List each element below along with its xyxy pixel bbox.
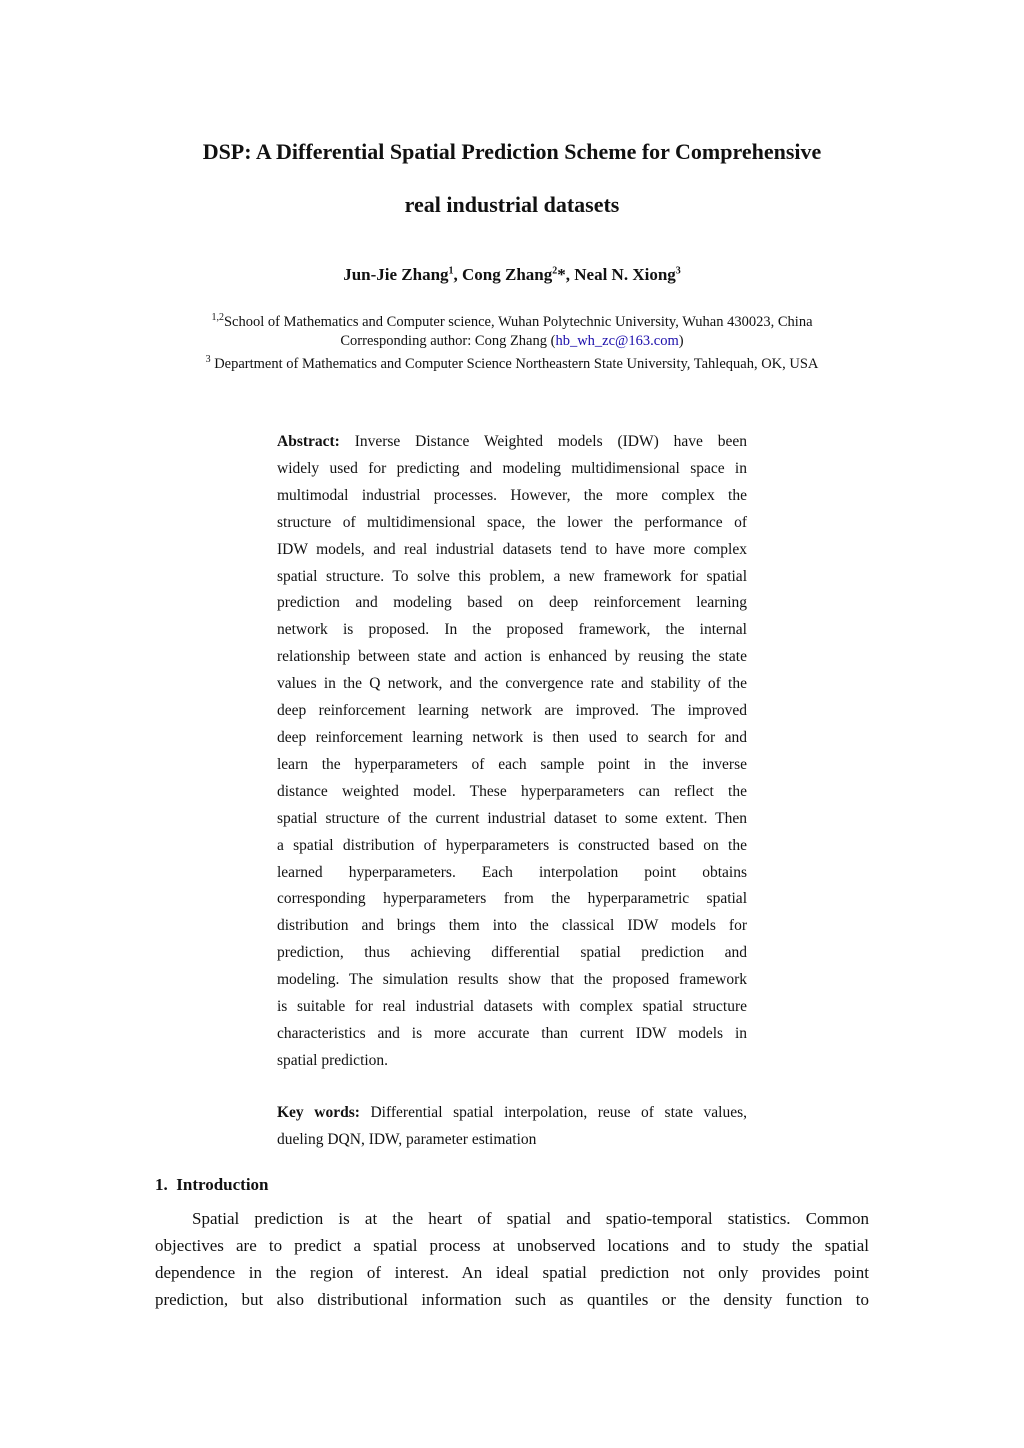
paper-title-line-1: DSP: A Differential Spatial Prediction Scheme for Comprehensive: [202, 139, 822, 164]
author-name: Cong Zhang: [462, 265, 553, 284]
abstract-line: prediction, thus achieving differential spatial prediction and: [277, 944, 747, 962]
introduction-text: [155, 1205, 869, 1313]
author-sup: 2: [552, 265, 558, 277]
corresponding-mark: *: [557, 265, 566, 284]
abstract-line: widely used for predicting and modeling multidimensional space in: [277, 459, 747, 477]
affiliation-1: [0, 312, 1024, 331]
abstract-line: is suitable for real industrial datasets with complex spatial structure: [277, 998, 747, 1016]
aff-text: Department of Mathematics and Computer Science Northeastern State University, Tahlequah, OK, USA: [210, 355, 819, 372]
abstract-line: corresponding hyperparameters from the hyperparametric spatial: [277, 890, 747, 908]
corresponding-author: [0, 333, 1024, 350]
author-sup: 3: [675, 265, 681, 277]
abstract-line: learned hyperparameters. Each interpolation point obtains: [277, 863, 747, 881]
author-name: Neal N. Xiong: [574, 265, 676, 284]
author-list: [0, 265, 1024, 285]
abstract-line: learn the hyperparameters of each sample point in the inverse: [277, 755, 747, 773]
paper-title-line-2: real industrial datasets: [404, 192, 620, 217]
abstract-line: distribution and brings them into the classical IDW models for: [277, 917, 747, 935]
abstract-line: relationship between state and action is enhanced by reusing the state: [277, 648, 747, 666]
aff-text: School of Mathematics and Computer science, Wuhan Polytechnic University, Wuhan 430023, China: [223, 313, 813, 330]
abstract-line: distance weighted model. These hyperparameters can reflect the: [277, 782, 747, 800]
abstract-line: structure of multidimensional space, the lower the performance of: [277, 513, 747, 531]
abstract-line: IDW models, and real industrial datasets tend to have more complex: [277, 540, 747, 558]
abstract-line: modeling. The simulation results show that the proposed framework: [277, 971, 747, 989]
section-title: Introduction: [176, 1175, 269, 1194]
separator: ,: [565, 265, 575, 284]
affiliation-3: [0, 354, 1024, 373]
keywords-line: dueling DQN, IDW, parameter estimation: [277, 1130, 537, 1148]
author-name: Jun-Jie Zhang: [343, 265, 449, 284]
body-line: objectives are to predict a spatial process at unobserved locations and to study the spatial: [155, 1236, 869, 1255]
abstract-line: multimodal industrial processes. However, the more complex the: [277, 486, 747, 504]
section-heading: [155, 1175, 269, 1195]
abstract-line: spatial structure of the current industrial dataset to some extent. Then: [277, 809, 747, 827]
separator: ,: [453, 265, 463, 284]
abstract-line: a spatial distribution of hyperparameters is constructed based on the: [277, 836, 747, 854]
abstract-label: Abstract:: [277, 433, 340, 450]
aff-sup: 1,2: [211, 312, 224, 323]
abstract-line: deep reinforcement learning network are improved. The improved: [277, 702, 747, 720]
keywords-text: Differential spatial interpolation, reuse of state values,: [359, 1104, 747, 1121]
corr-prefix: Corresponding author: Cong Zhang (: [340, 333, 556, 349]
email-link[interactable]: hb_wh_zc@163.com: [555, 333, 679, 349]
abstract-line: [277, 429, 747, 456]
abstract: [277, 429, 747, 1075]
abstract-line: prediction and modeling based on deep reinforcement learning: [277, 594, 747, 612]
keywords-label: Key words:: [277, 1104, 360, 1121]
aff-sup: 3: [205, 354, 211, 365]
section-number: 1.: [155, 1175, 168, 1194]
abstract-line: deep reinforcement learning network is then used to search for and: [277, 728, 747, 746]
abstract-line: spatial prediction.: [277, 1051, 389, 1069]
keywords: [277, 1100, 747, 1154]
body-line: Spatial prediction is at the heart of spatial and spatio-temporal statistics. Common: [192, 1209, 869, 1228]
corr-suffix: ): [678, 333, 684, 349]
abstract-text: Inverse Distance Weighted models (IDW) have been: [339, 433, 747, 450]
keywords-line: [277, 1100, 747, 1127]
body-line: dependence in the region of interest. An ideal spatial prediction not only provides point: [155, 1263, 869, 1282]
abstract-line: characteristics and is more accurate than current IDW models in: [277, 1024, 747, 1042]
body-line: prediction, but also distributional information such as quantiles or the density function to: [155, 1290, 869, 1309]
abstract-line: values in the Q network, and the convergence rate and stability of the: [277, 675, 747, 693]
abstract-line: network is proposed. In the proposed framework, the internal: [277, 621, 747, 639]
author-sup: 1: [448, 265, 454, 277]
abstract-line: spatial structure. To solve this problem, a new framework for spatial: [277, 567, 747, 585]
